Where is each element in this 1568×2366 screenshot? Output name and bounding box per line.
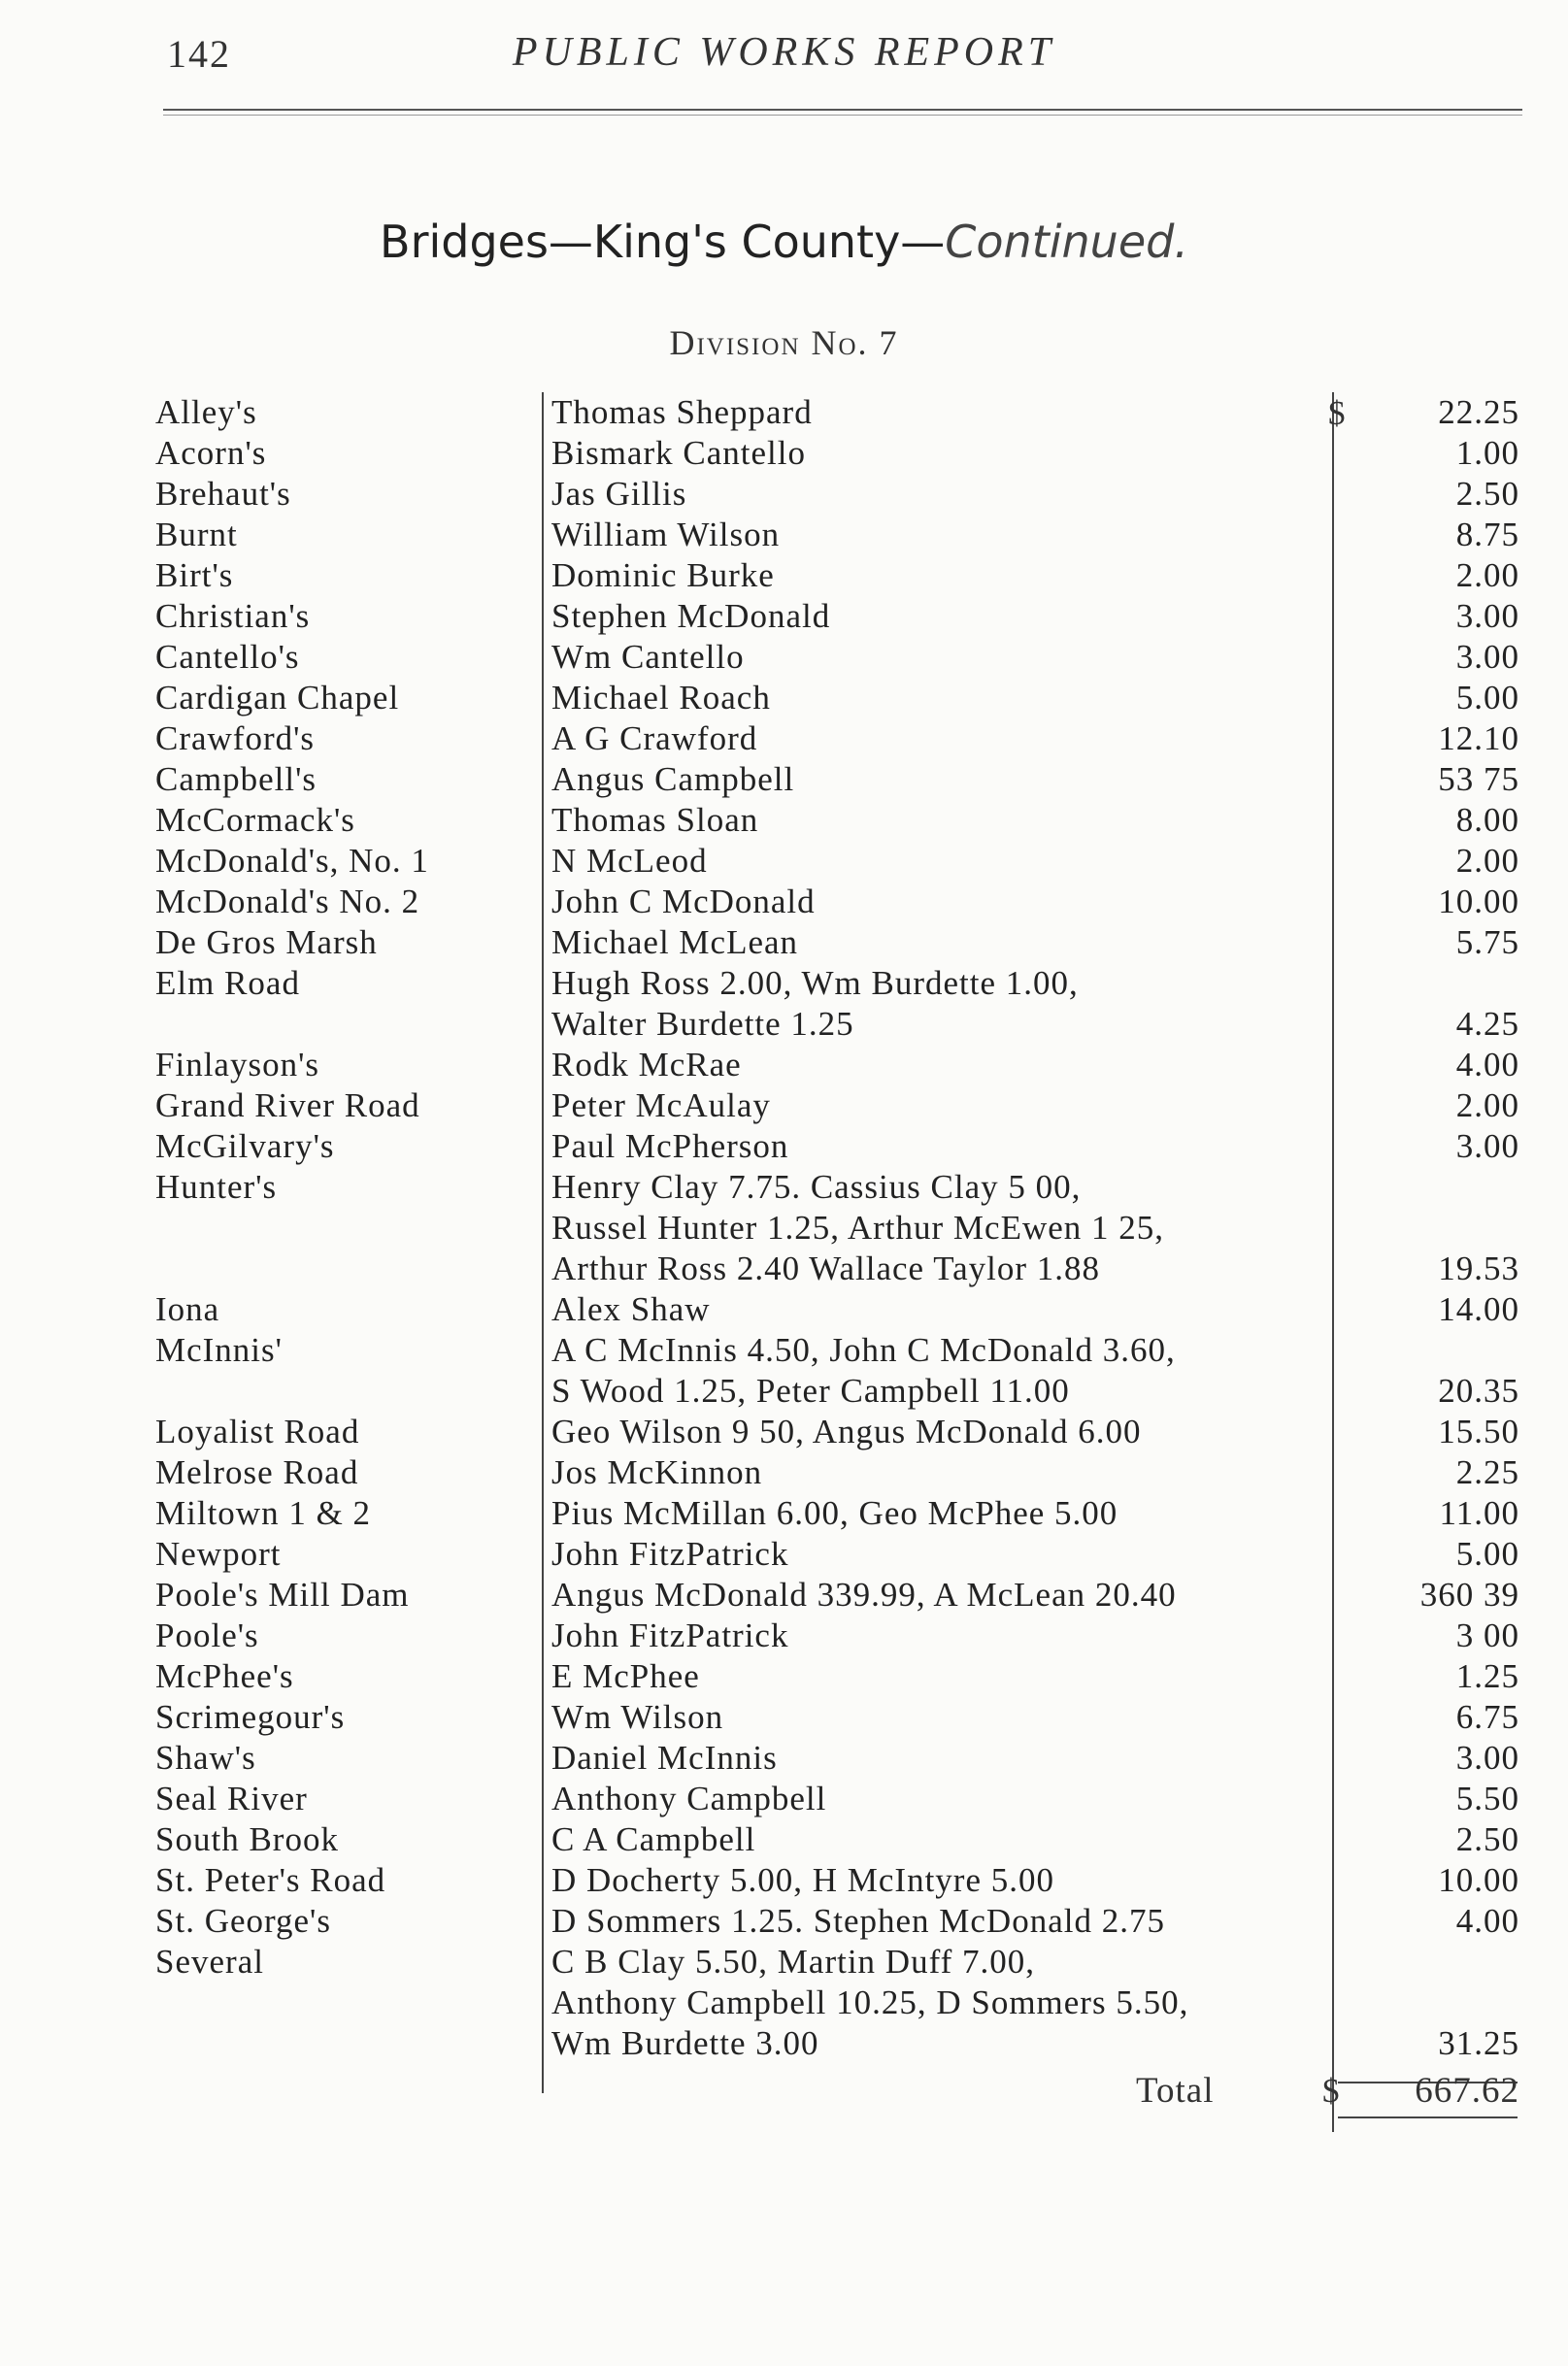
amount: 4.25 [1455, 1005, 1519, 1043]
amount: 14.00 [1438, 1290, 1519, 1328]
table-row [0, 1575, 1568, 1616]
table-row [0, 1534, 1568, 1575]
payee-line: Angus McDonald 339.99, A McLean 20.40 [551, 1576, 1177, 1614]
bridge-name: Seal River [155, 1780, 308, 1817]
payees [551, 1452, 1328, 1493]
table-row [0, 841, 1568, 882]
table-row [0, 1452, 1568, 1493]
payee-line: John FitzPatrick [551, 1535, 789, 1573]
amount: 8.00 [1455, 801, 1519, 839]
bridge-name: Elm Road [155, 964, 300, 1002]
amount: 5.00 [1455, 1535, 1519, 1573]
table-row [0, 1412, 1568, 1452]
payees [551, 841, 1328, 882]
payees [551, 1942, 1328, 2064]
bridge-name: Scrimegour's [155, 1698, 346, 1736]
payee-line: S Wood 1.25, Peter Campbell 11.00 [551, 1372, 1070, 1410]
payee-line: Anthony Campbell [551, 1780, 827, 1817]
amount: 53 75 [1438, 760, 1519, 798]
payee-line: Stephen McDonald [551, 597, 831, 635]
bridge-name: Loyalist Road [155, 1413, 360, 1450]
table-row [0, 555, 1568, 596]
payee-line: Rodk McRae [551, 1046, 742, 1083]
amount: 31.25 [1438, 2024, 1519, 2062]
table-row [0, 1819, 1568, 1860]
table-row [0, 637, 1568, 678]
table-row [0, 1738, 1568, 1779]
total-amount: 667.62 [1415, 2071, 1519, 2111]
header-rule [163, 109, 1522, 111]
payee-line: D Docherty 5.00, H McIntyre 5.00 [551, 1861, 1055, 1899]
table-row [0, 1942, 1568, 2064]
amount: 22.25 [1438, 393, 1519, 431]
payees [551, 922, 1328, 963]
payee-line: Wm Cantello [551, 638, 745, 676]
payees [551, 392, 1328, 433]
amount: 5.00 [1455, 679, 1519, 716]
amount: 12.10 [1438, 719, 1519, 757]
payee-line: Jos McKinnon [551, 1453, 763, 1491]
payee-line: C A Campbell [551, 1820, 756, 1858]
payee-line: John C McDonald [551, 883, 816, 920]
payee-line: Dominic Burke [551, 556, 775, 594]
payee-line: N McLeod [551, 842, 708, 880]
total-label: Total [1136, 2071, 1215, 2111]
table-row [0, 1289, 1568, 1330]
payee-line: Pius McMillan 6.00, Geo McPhee 5.00 [551, 1494, 1118, 1532]
total-rule [1338, 2116, 1518, 2118]
bridge-name: Grand River Road [155, 1086, 420, 1124]
currency-symbol: $ [1328, 394, 1346, 432]
total-currency-symbol: $ [1322, 2072, 1340, 2110]
page-number: 142 [167, 32, 231, 76]
table-row [0, 433, 1568, 474]
bridge-name: St. Peter's Road [155, 1861, 386, 1899]
payees [551, 1779, 1328, 1819]
payees [551, 1493, 1328, 1534]
payees [551, 1575, 1328, 1616]
payees [551, 1289, 1328, 1330]
header-rule-thin [163, 115, 1522, 116]
running-title: PUBLIC WORKS REPORT [512, 30, 1056, 75]
payee-line: Paul McPherson [551, 1127, 789, 1165]
payee-line: C B Clay 5.50, Martin Duff 7.00, [551, 1943, 1036, 1981]
table-row [0, 515, 1568, 555]
payee-line: Jas Gillis [551, 475, 687, 513]
amount: 360 39 [1419, 1576, 1519, 1614]
payee-line: Bismark Cantello [551, 434, 806, 472]
page-header [0, 0, 1568, 126]
payees [551, 1167, 1328, 1289]
bridge-name: Several [155, 1943, 264, 1981]
section-title [0, 216, 1568, 268]
amount: 4.00 [1455, 1902, 1519, 1940]
payee-line: William Wilson [551, 516, 781, 553]
payee-line: Michael Roach [551, 679, 771, 716]
amount: 2.50 [1455, 1820, 1519, 1858]
table-row [0, 759, 1568, 800]
table-row [0, 1085, 1568, 1126]
table-row [0, 392, 1568, 433]
payee-line: Angus Campbell [551, 760, 795, 798]
table-row [0, 1901, 1568, 1942]
payees [551, 800, 1328, 841]
bridge-name: McPhee's [155, 1657, 294, 1695]
bridge-name: Finlayson's [155, 1046, 319, 1083]
amount: 10.00 [1438, 1861, 1519, 1899]
amount: 2.00 [1455, 556, 1519, 594]
amount: 11.00 [1439, 1494, 1519, 1532]
table-row [0, 474, 1568, 515]
payee-line: Walter Burdette 1.25 [551, 1005, 854, 1043]
division-heading: Division No. 7 [669, 323, 899, 362]
table-row [0, 596, 1568, 637]
amount: 1.25 [1455, 1657, 1519, 1695]
table-row [0, 1616, 1568, 1656]
amount: 6.75 [1455, 1698, 1519, 1736]
amount: 3.00 [1455, 597, 1519, 635]
payee-line: Wm Wilson [551, 1698, 724, 1736]
bridge-name: Miltown 1 & 2 [155, 1494, 372, 1532]
payees [551, 637, 1328, 678]
amount: 15.50 [1438, 1413, 1519, 1450]
table-row [0, 1167, 1568, 1289]
payees [551, 1901, 1328, 1942]
bridge-name: McCormack's [155, 801, 355, 839]
table-row [0, 1656, 1568, 1697]
bridge-name: Poole's [155, 1616, 259, 1654]
bridge-name: Melrose Road [155, 1453, 359, 1491]
bridge-name: Christian's [155, 597, 311, 635]
bridge-name: South Brook [155, 1820, 339, 1858]
table-row [0, 1045, 1568, 1085]
amount: 4.00 [1455, 1046, 1519, 1083]
table-row [0, 922, 1568, 963]
amount: 19.53 [1438, 1250, 1519, 1287]
amount: 3.00 [1455, 1739, 1519, 1777]
payees [551, 474, 1328, 515]
amount: 5.50 [1455, 1780, 1519, 1817]
payee-line: Peter McAulay [551, 1086, 771, 1124]
payee-line: John FitzPatrick [551, 1616, 789, 1654]
payees [551, 963, 1328, 1045]
amount: 10.00 [1438, 883, 1519, 920]
bridge-name: St. George's [155, 1902, 331, 1940]
payee-line: Russel Hunter 1.25, Arthur McEwen 1 25, [551, 1209, 1165, 1247]
payee-line: D Sommers 1.25. Stephen McDonald 2.75 [551, 1902, 1165, 1940]
payees [551, 882, 1328, 922]
payees [551, 678, 1328, 718]
payees [551, 1126, 1328, 1167]
table-row [0, 1330, 1568, 1412]
payees [551, 433, 1328, 474]
payees [551, 1534, 1328, 1575]
bridge-name: McGilvary's [155, 1127, 335, 1165]
amount: 20.35 [1438, 1372, 1519, 1410]
bridge-name: Hunter's [155, 1168, 278, 1206]
payee-line: Henry Clay 7.75. Cassius Clay 5 00, [551, 1168, 1082, 1206]
bridge-name: Acorn's [155, 434, 267, 472]
table-row [0, 1493, 1568, 1534]
bridge-name: Cantello's [155, 638, 300, 676]
payees [551, 515, 1328, 555]
bridge-name: McInnis' [155, 1331, 283, 1369]
bridge-name: Alley's [155, 393, 257, 431]
payees [551, 596, 1328, 637]
amount: 3.00 [1455, 1127, 1519, 1165]
bridge-name: Poole's Mill Dam [155, 1576, 410, 1614]
payees [551, 759, 1328, 800]
section-title-main: Bridges—King's County— [380, 216, 946, 268]
bridge-name: Burnt [155, 516, 238, 553]
bridge-name: Birt's [155, 556, 234, 594]
payees [551, 1656, 1328, 1697]
bridge-name: Iona [155, 1290, 220, 1328]
payees [551, 1412, 1328, 1452]
section-title-continued: Continued. [945, 216, 1188, 268]
payee-line: Thomas Sloan [551, 801, 759, 839]
table-row [0, 1779, 1568, 1819]
payees [551, 1819, 1328, 1860]
payees [551, 1330, 1328, 1412]
table-row [0, 678, 1568, 718]
bridge-name: Shaw's [155, 1739, 256, 1777]
payee-line: Anthony Campbell 10.25, D Sommers 5.50, [551, 1983, 1189, 2021]
payees [551, 1085, 1328, 1126]
bridge-ledger-table [0, 392, 1568, 2064]
table-row [0, 1860, 1568, 1901]
amount: 2.50 [1455, 475, 1519, 513]
table-row [0, 1697, 1568, 1738]
bridge-name: McDonald's, No. 1 [155, 842, 429, 880]
table-row [0, 1126, 1568, 1167]
amount: 2.00 [1455, 1086, 1519, 1124]
payee-line: Wm Burdette 3.00 [551, 2024, 819, 2062]
payees [551, 718, 1328, 759]
table-row [0, 882, 1568, 922]
payee-line: Thomas Sheppard [551, 393, 813, 431]
bridge-name: Newport [155, 1535, 282, 1573]
payees [551, 1738, 1328, 1779]
bridge-name: Brehaut's [155, 475, 291, 513]
payee-line: E McPhee [551, 1657, 700, 1695]
amount: 3.00 [1455, 638, 1519, 676]
payees [551, 1616, 1328, 1656]
payee-line: Geo Wilson 9 50, Angus McDonald 6.00 [551, 1413, 1142, 1450]
bridge-name: Campbell's [155, 760, 317, 798]
payees [551, 1697, 1328, 1738]
payee-line: Daniel McInnis [551, 1739, 778, 1777]
amount: 3 00 [1455, 1616, 1519, 1654]
amount: 2.25 [1455, 1453, 1519, 1491]
table-row [0, 963, 1568, 1045]
payees [551, 1860, 1328, 1901]
payees [551, 1045, 1328, 1085]
table-row [0, 718, 1568, 759]
payee-line: Alex Shaw [551, 1290, 711, 1328]
payee-line: Michael McLean [551, 923, 799, 961]
payees [551, 555, 1328, 596]
payee-line: Arthur Ross 2.40 Wallace Taylor 1.88 [551, 1250, 1101, 1287]
bridge-name: Cardigan Chapel [155, 679, 400, 716]
payee-line: A C McInnis 4.50, John C McDonald 3.60, [551, 1331, 1176, 1369]
bridge-name: Crawford's [155, 719, 316, 757]
amount: 5.75 [1455, 923, 1519, 961]
table-row [0, 800, 1568, 841]
bridge-name: De Gros Marsh [155, 923, 378, 961]
bridge-name: McDonald's No. 2 [155, 883, 420, 920]
amount: 1.00 [1455, 434, 1519, 472]
payee-line: Hugh Ross 2.00, Wm Burdette 1.00, [551, 964, 1079, 1002]
amount: 8.75 [1455, 516, 1519, 553]
amount: 2.00 [1455, 842, 1519, 880]
payee-line: A G Crawford [551, 719, 758, 757]
